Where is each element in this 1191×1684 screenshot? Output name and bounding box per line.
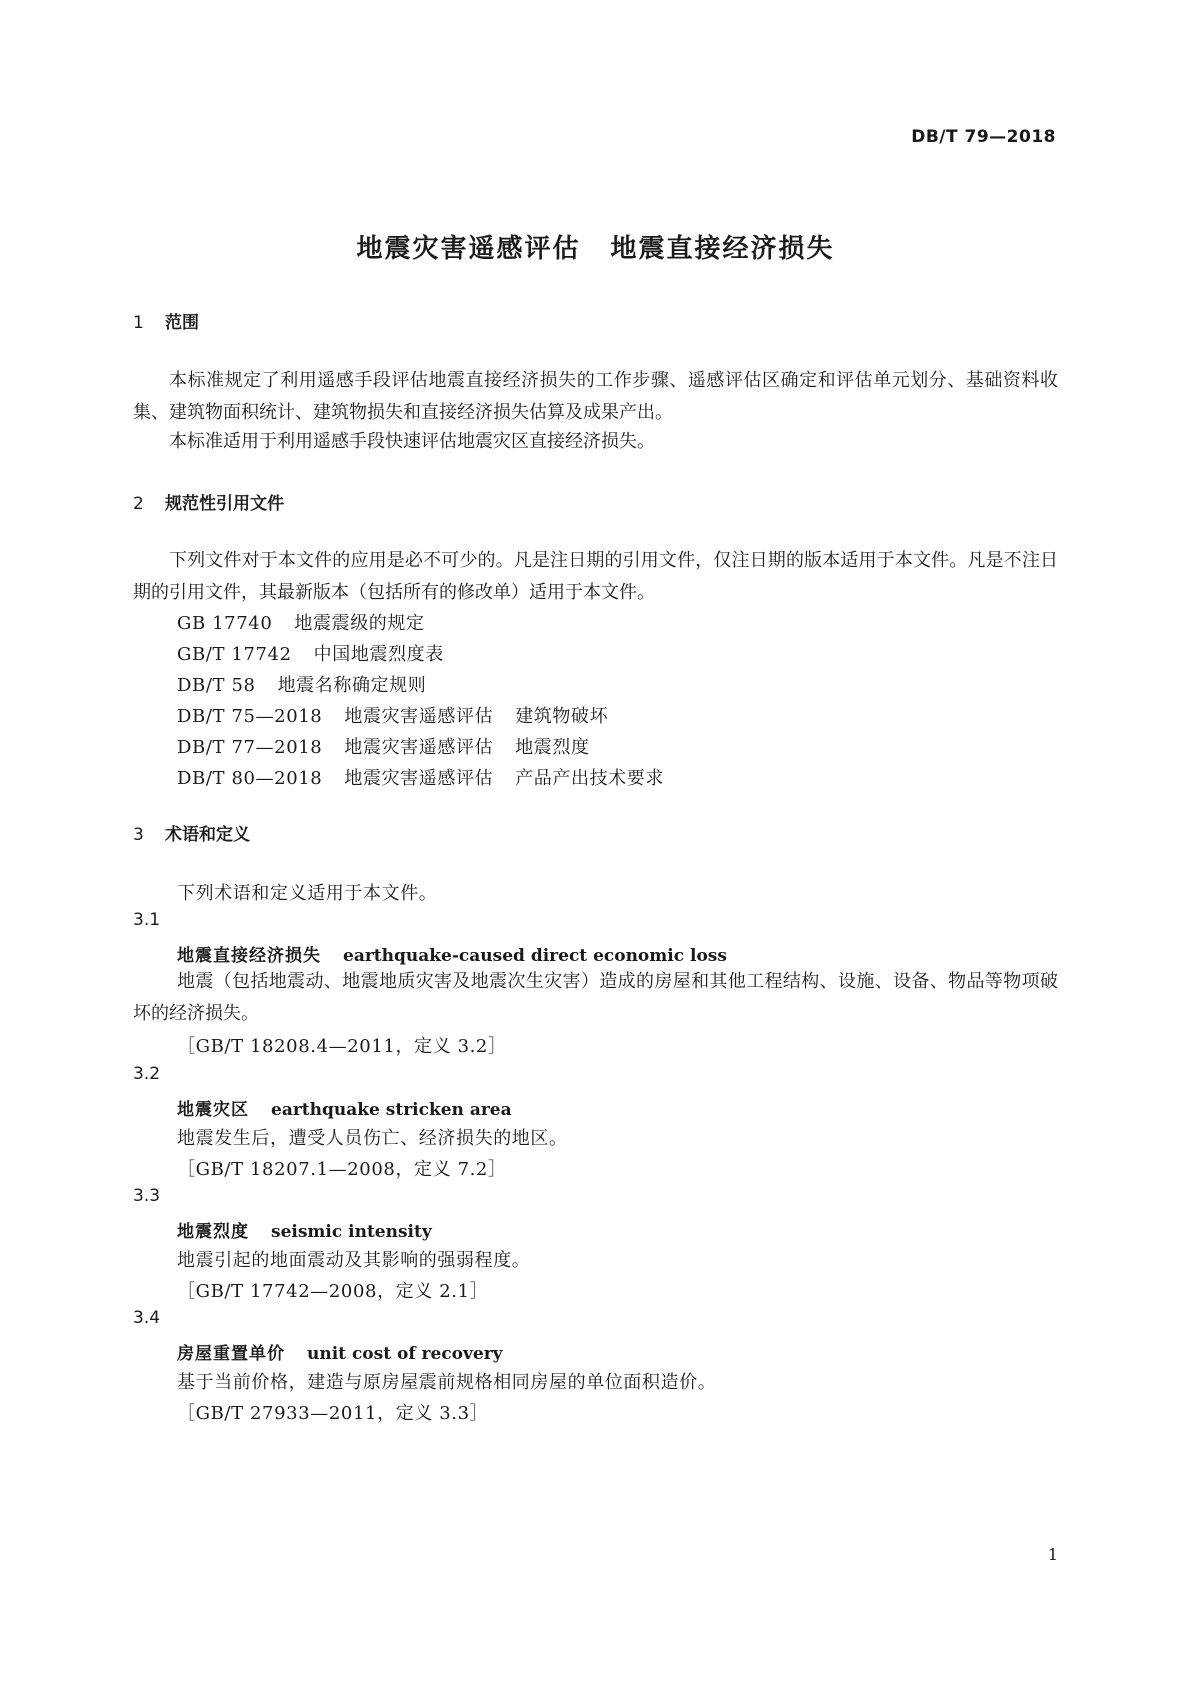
- section-1-paragraph-2: 本标准适用于利用遥感手段快速评估地震灾区直接经济损失。: [169, 431, 655, 452]
- section-2-heading: [133, 489, 284, 514]
- reference-code: DB/T 80—2018: [177, 768, 323, 789]
- reference-name: 中国地震烈度表: [313, 644, 444, 665]
- reference-code: DB/T 77—2018: [177, 737, 323, 758]
- term-definition: 地震引起的地面震动及其影响的强弱程度。: [177, 1250, 531, 1271]
- reference-item: [177, 671, 426, 697]
- term-source: ［GB/T 18207.1—2008，定义 7.2］: [177, 1159, 507, 1180]
- term-chinese: 地震烈度: [177, 1222, 249, 1242]
- reference-subtitle: 地震烈度: [515, 737, 590, 758]
- section-number: 2: [133, 494, 144, 514]
- term-heading: [177, 1339, 503, 1364]
- term-heading: [177, 1095, 512, 1120]
- title-part-1: 地震灾害遥感评估: [356, 234, 581, 264]
- term-definition: 基于当前价格，建造与原房屋震前规格相同房屋的单位面积造价。: [177, 1372, 717, 1393]
- reference-code: GB/T 17742: [177, 644, 292, 665]
- term-source: ［GB/T 18208.4—2011，定义 3.2］: [177, 1036, 507, 1057]
- term-number: 3.2: [133, 1064, 161, 1084]
- term-heading: [177, 941, 727, 966]
- term-english: unit cost of recovery: [307, 1344, 503, 1364]
- section-1-heading: [133, 308, 199, 333]
- page-title: [0, 228, 1191, 265]
- term-english: earthquake stricken area: [271, 1100, 512, 1120]
- term-chinese: 房屋重置单价: [177, 1344, 285, 1364]
- section-number: 3: [133, 825, 144, 845]
- reference-code: GB 17740: [177, 613, 273, 634]
- section-title: 术语和定义: [165, 825, 250, 845]
- term-source: ［GB/T 17742—2008，定义 2.1］: [177, 1281, 489, 1302]
- reference-item: [177, 702, 608, 728]
- reference-code: DB/T 75—2018: [177, 706, 323, 727]
- term-english: seismic intensity: [271, 1222, 432, 1242]
- document-number: DB/T 79—2018: [911, 127, 1056, 147]
- reference-code: DB/T 58: [177, 675, 256, 696]
- term-chinese: 地震灾区: [177, 1100, 249, 1120]
- reference-item: [177, 640, 444, 666]
- section-1-paragraph-1: 本标准规定了利用遥感手段评估地震直接经济损失的工作步骤、遥感评估区确定和评估单元划分、基础资料收集、建筑物面积统计、建筑物损失和直接经济损失估算及成果产出。: [133, 370, 1058, 423]
- term-definition: 地震（包括地震动、地震地质灾害及地震次生灾害）造成的房屋和其他工程结构、设施、设备、物品等物项破坏的经济损失。: [133, 971, 1058, 1024]
- term-chinese: 地震直接经济损失: [177, 946, 321, 966]
- term-source: ［GB/T 27933—2011，定义 3.3］: [177, 1403, 489, 1424]
- reference-name: 地震震级的规定: [294, 613, 425, 634]
- section-number: 1: [133, 313, 144, 333]
- section-2-paragraph-1: 下列文件对于本文件的应用是必不可少的。凡是注日期的引用文件，仅注日期的版本适用于本文件。凡是不注日期的引用文件，其最新版本（包括所有的修改单）适用于本文件。: [133, 550, 1058, 603]
- term-definition: 地震发生后，遭受人员伤亡、经济损失的地区。: [177, 1128, 568, 1149]
- section-3-intro: 下列术语和定义适用于本文件。: [177, 883, 438, 904]
- term-number: 3.1: [133, 910, 161, 930]
- section-title: 规范性引用文件: [165, 494, 284, 514]
- reference-item: [177, 764, 664, 790]
- section-title: 范围: [165, 313, 199, 333]
- section-3-heading: [133, 820, 250, 845]
- reference-name: 地震灾害遥感评估: [344, 706, 494, 727]
- reference-item: [177, 733, 590, 759]
- reference-name: 地震灾害遥感评估: [344, 768, 494, 789]
- reference-subtitle: 建筑物破坏: [515, 706, 609, 727]
- term-number: 3.4: [133, 1308, 161, 1328]
- reference-name: 地震名称确定规则: [277, 675, 427, 696]
- term-number: 3.3: [133, 1186, 161, 1206]
- title-part-2: 地震直接经济损失: [610, 234, 835, 264]
- page-number: 1: [1047, 1545, 1058, 1564]
- reference-item: [177, 609, 425, 635]
- reference-subtitle: 产品产出技术要求: [515, 768, 664, 789]
- term-english: earthquake-caused direct economic loss: [343, 946, 727, 966]
- reference-name: 地震灾害遥感评估: [344, 737, 494, 758]
- term-heading: [177, 1217, 432, 1242]
